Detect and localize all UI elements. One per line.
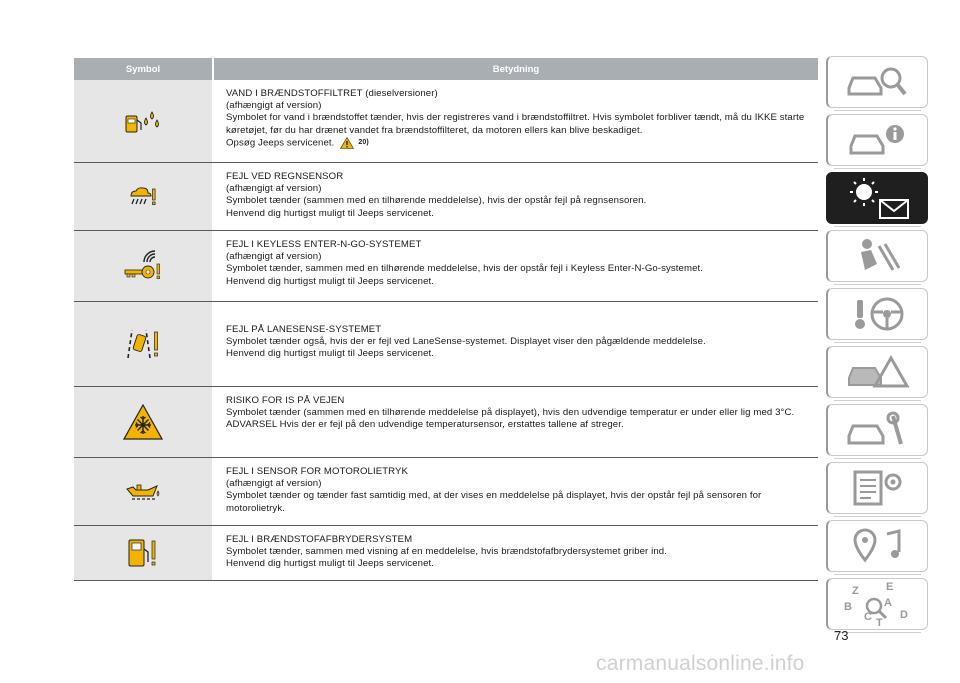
symbol-cell xyxy=(74,302,212,386)
symbol-cell xyxy=(74,80,212,162)
row-line: Henvend dig hurtigst muligt til Jeeps servicenet. xyxy=(226,558,435,570)
car-info-icon xyxy=(843,120,913,160)
chapter-tab-technical-data[interactable] xyxy=(826,462,928,514)
chapter-tab-car-info[interactable] xyxy=(826,114,928,166)
table-row xyxy=(74,302,818,387)
symbol-cell xyxy=(74,458,212,525)
row-title: FEJL I BRÆNDSTOFAFBRYDERSYSTEM xyxy=(226,534,413,545)
note-reference: 20) xyxy=(358,138,369,146)
row-title: FEJL PÅ LANESENSE-SYSTEMET xyxy=(226,324,382,335)
table-row xyxy=(74,80,818,163)
steering-wheel-key-icon xyxy=(843,294,913,334)
row-line: Opsøg Jeeps servicenet. xyxy=(226,137,335,149)
index-letter: B xyxy=(843,601,852,613)
row-line: Symbolet tænder også, hvis der er fejl ved LaneSense-systemet. Displayet viser den pågældende meddelelse. xyxy=(226,336,706,348)
row-title: RISIKO FOR IS PÅ VEJEN xyxy=(226,395,345,406)
row-line-with-note xyxy=(226,137,812,150)
column-header-meaning: Betydning xyxy=(212,58,818,80)
row-line: ADVARSEL Hvis der er fejl på den udvendige temperatursensor, erstattes tallene af streger. xyxy=(226,419,624,431)
table-row xyxy=(74,526,818,581)
warning-light-message-icon xyxy=(838,176,918,220)
column-header-symbol: Symbol xyxy=(125,63,161,75)
alphabet-index-icon xyxy=(838,580,918,628)
fuel-cutoff-fault-icon xyxy=(126,537,160,569)
symbol-cell xyxy=(74,387,212,457)
car-search-icon xyxy=(843,62,913,102)
watermark: carmanualsonline.info xyxy=(596,652,805,675)
chapter-tab-car-search[interactable] xyxy=(826,56,928,108)
keyless-fault-icon xyxy=(123,250,163,282)
document-gear-icon xyxy=(843,468,913,508)
table-row xyxy=(74,163,818,231)
warning-lights-table xyxy=(74,58,818,581)
table-header xyxy=(74,58,818,80)
row-line: (afhængigt af version) xyxy=(226,183,322,195)
row-title: FEJL I SENSOR FOR MOTOROLIETRYK xyxy=(226,466,409,477)
chapter-tab-safety[interactable] xyxy=(826,230,928,282)
chapter-tab-warning-lights[interactable] xyxy=(826,172,928,224)
rain-sensor-fault-icon xyxy=(128,186,158,208)
symbol-cell xyxy=(74,163,212,230)
water-in-fuel-filter-icon xyxy=(124,108,162,134)
car-hazard-icon xyxy=(843,352,913,392)
meaning-cell xyxy=(212,458,818,525)
chapter-sidebar xyxy=(826,56,928,636)
row-line: (afhængigt af version) xyxy=(226,251,322,263)
airbag-seat-icon xyxy=(843,236,913,276)
index-letter: C xyxy=(863,611,872,623)
caution-triangle-icon xyxy=(340,137,354,149)
chapter-tab-index[interactable] xyxy=(826,578,928,630)
meaning-cell xyxy=(212,80,818,162)
table-row xyxy=(74,231,818,302)
lanesense-fault-icon xyxy=(125,326,161,362)
table-row xyxy=(74,387,818,458)
meaning-cell xyxy=(212,302,818,386)
index-letter: Z xyxy=(851,585,859,597)
row-line: Symbolet tænder og tænder fast samtidig med, at der vises en meddelelse på displayet, hvis der opstår fejl på sensoren for motorolietryk. xyxy=(226,490,762,514)
row-line: Henvend dig hurtigst muligt til Jeeps servicenet. xyxy=(226,207,435,219)
page-number: 73 xyxy=(834,628,849,643)
symbol-cell xyxy=(74,231,212,301)
symbol-cell xyxy=(74,526,212,580)
ice-warning-icon xyxy=(123,404,163,440)
car-wrench-icon xyxy=(843,410,913,450)
row-line: Symbolet tænder, sammen med en tilhørende meddelelse, hvis der opstår fejl i Keyless Enter-N-Go-systemet. xyxy=(226,263,704,275)
chapter-tab-multimedia[interactable] xyxy=(826,520,928,572)
index-letter: A xyxy=(883,597,892,609)
oil-level-sensor-fault-icon xyxy=(124,482,162,502)
meaning-cell xyxy=(212,526,818,580)
row-line: Henvend dig hurtigst muligt til Jeeps servicenet. xyxy=(226,275,435,287)
meaning-cell xyxy=(212,231,818,301)
row-line: Symbolet for vand i brændstoffet tænder, hvis der registreres vand i brændstoffiltret. Hvis symbolet forbliver tændt, må du IKKE starte køretøjet, før du har drænet vandet fra brændstoffilteret, da motoren ellers kan blive beskadiget. xyxy=(226,112,805,136)
row-line: Symbolet tænder, sammen med visning af en meddelelse, hvis brændstofafbrydersystemet griber ind. xyxy=(226,546,667,558)
row-line: (afhængigt af version) xyxy=(226,100,322,112)
row-line: (afhængigt af version) xyxy=(226,478,322,490)
chapter-tab-emergency[interactable] xyxy=(826,346,928,398)
index-letter: D xyxy=(899,609,908,621)
index-letter: E xyxy=(885,581,893,593)
row-line: Symbolet tænder (sammen med en tilhørende meddelelse på displayet), hvis den udvendige temperatur er under eller lig med 3°C. xyxy=(226,407,795,419)
row-title: FEJL I KEYLESS ENTER-N-GO-SYSTEMET xyxy=(226,239,422,250)
table-row xyxy=(74,458,818,526)
row-line: Symbolet tænder (sammen med en tilhørende meddelelse), hvis der opstår fejl på regnsensoren. xyxy=(226,195,647,207)
chapter-tab-maintenance[interactable] xyxy=(826,404,928,456)
meaning-cell xyxy=(212,163,818,230)
chapter-tab-starting-driving[interactable] xyxy=(826,288,928,340)
index-letter: T xyxy=(875,617,883,628)
row-title: FEJL VED REGNSENSOR xyxy=(226,171,344,182)
row-line: Henvend dig hurtigst muligt til Jeeps servicenet. xyxy=(226,348,435,360)
meaning-cell xyxy=(212,387,818,457)
row-title: VAND I BRÆNDSTOFFILTRET (dieselversioner) xyxy=(226,88,438,99)
navigation-music-icon xyxy=(843,526,913,566)
